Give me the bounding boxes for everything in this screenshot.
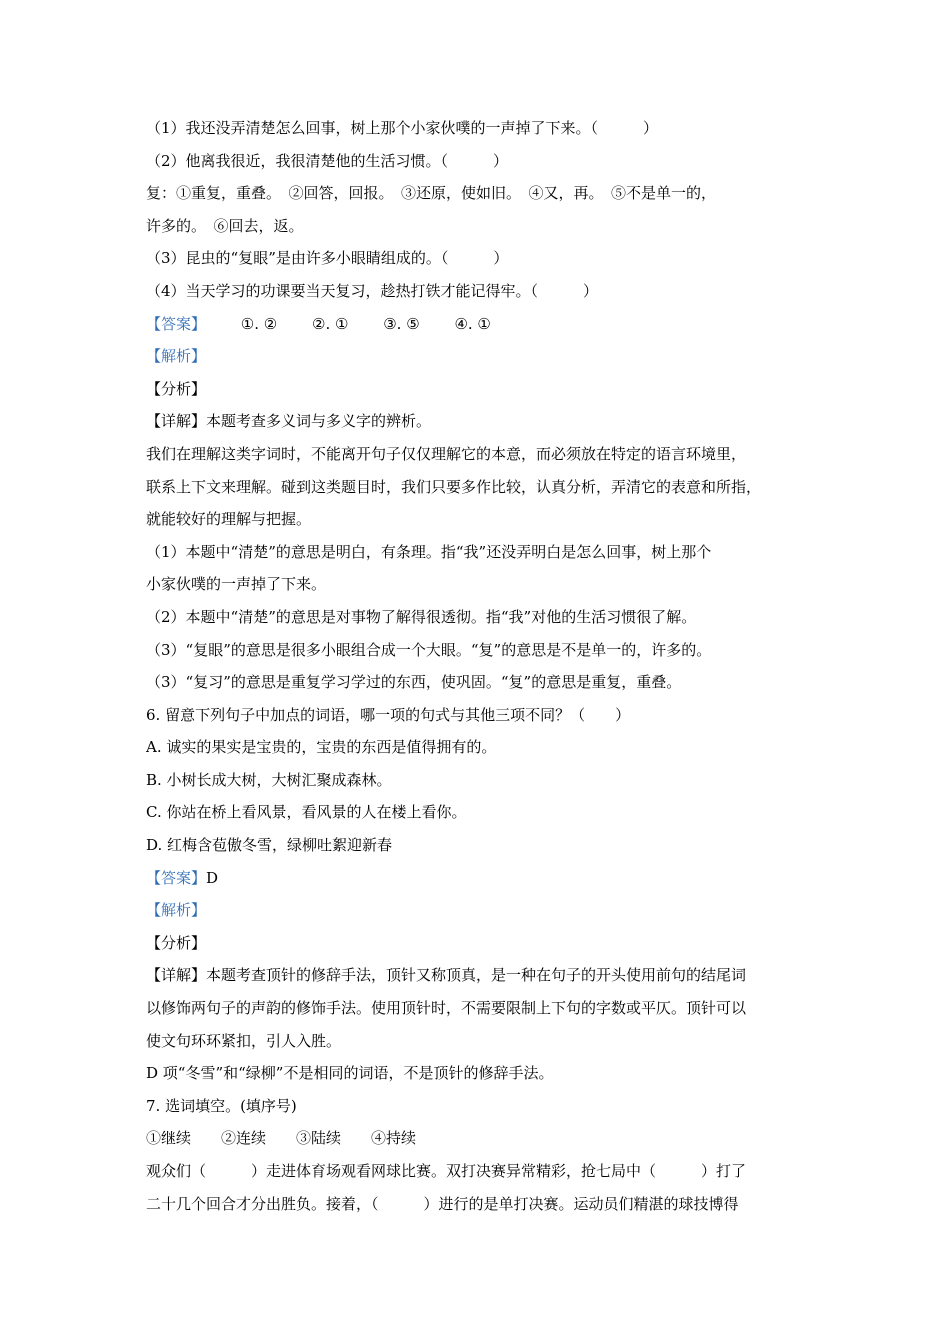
q5-explain-2: （2）本题中“清楚”的意思是对事物了解得很透彻。指“我”对他的生活习惯很了解。 xyxy=(146,607,697,626)
answer-item-1: ①. ② xyxy=(240,314,278,333)
q6-detail-line-4: D 项“冬雪”和“绿柳”不是相同的词语，不是顶针的修辞手法。 xyxy=(146,1064,554,1083)
q5-explain-1-line-1: （1）本题中“清楚”的意思是明白，有条理。指“我”还没弄明白是怎么回事，树上那个 xyxy=(146,542,712,561)
q5-explain-4: （3）“复习”的意思是重复学习学过的东西，使巩固。“复”的意思是重复，重叠。 xyxy=(146,673,682,692)
q6-option-a: A. 诚实的果实是宝贵的，宝贵的东西是值得拥有的。 xyxy=(146,738,497,757)
q5-sentence-3: （3）昆虫的“复眼”是由许多小眼睛组成的。（ ） xyxy=(146,249,509,268)
q5-detail-p1-line-3: 就能较好的理解与把握。 xyxy=(146,510,312,529)
q5-detail-lead xyxy=(146,405,808,438)
q6-detail-line-3: 使文句环环紧扣，引人入胜。 xyxy=(146,1031,342,1050)
q5-sentence-2: （2）他离我很近，我很清楚他的生活习惯。（ ） xyxy=(146,151,509,170)
detail-lead-text: 本题考查多义词与多义字的辨析。 xyxy=(206,412,432,431)
q6-detail-text-1: 本题考查顶针的修辞手法，顶针又称顶真，是一种在句子的开头使用前句的结尾词 xyxy=(206,966,747,985)
q6-option-c: C. 你站在桥上看风景，看风景的人在楼上看你。 xyxy=(146,803,467,822)
q7-stem: 7. 选词填空。(填序号) xyxy=(146,1096,297,1115)
q5-detail-p1-line-2: 联系上下文来理解。碰到这类题目时，我们只要多作比较，认真分析，弄清它的表意和所指， xyxy=(146,477,762,496)
answer-tag: 【答案】 xyxy=(146,314,207,333)
q5-explain-1-line-2: 小家伙噗的一声掉了下来。 xyxy=(146,575,327,594)
q6-detail-line-1 xyxy=(146,959,808,992)
q6-stem: 6. 留意下列句子中加点的词语，哪一项的句式与其他三项不同？（ ） xyxy=(146,705,631,724)
q7-text-line-1: 观众们（ ）走进体育场观看网球比赛。双打决赛异常精彩，抢七局中（ ）打了 xyxy=(146,1162,747,1180)
q6-detail-tag: 【详解】 xyxy=(146,966,207,985)
q6-answer-value: D xyxy=(206,868,219,887)
q6-option-d: D. 红梅含苞傲冬雪，绿柳吐絮迎新春 xyxy=(146,836,393,855)
fu-definitions-line-2: 许多的。 ⑥回去，返。 xyxy=(146,216,304,235)
q6-fenxi-tag: 【分析】 xyxy=(146,933,207,952)
q5-answer-line xyxy=(146,308,808,341)
fu-definitions-line-1: 复：①重复，重叠。 ②回答，回报。 ③还原，使如旧。 ④又，再。 ⑤不是单一的， xyxy=(146,184,717,203)
answer-item-2: ②. ① xyxy=(312,314,349,333)
detail-tag: 【详解】 xyxy=(146,412,207,431)
q5-sentence-1: （1）我还没弄清楚怎么回事，树上那个小家伙噗的一声掉了下来。（ ） xyxy=(146,119,659,137)
q5-fenxi-tag: 【分析】 xyxy=(146,379,207,398)
q6-jiexi-tag: 【解析】 xyxy=(146,901,207,920)
q6-answer-tag: 【答案】 xyxy=(146,868,207,887)
q5-explain-3: （3）“复眼”的意思是很多小眼组合成一个大眼。“复”的意思是不是单一的，许多的。 xyxy=(146,640,712,659)
q7-text-line-2: 二十几个回合才分出胜负。接着，（ ）进行的是单打决赛。运动员们精湛的球技博得 xyxy=(146,1194,739,1213)
q5-jiexi-tag: 【解析】 xyxy=(146,347,207,366)
answer-item-4: ④. ① xyxy=(454,314,491,333)
q6-answer-line xyxy=(146,862,808,895)
q6-detail-line-2: 以修饰两句子的声韵的修饰手法。使用顶针时，不需要限制上下句的字数或平仄。顶针可以 xyxy=(146,999,747,1018)
q7-choices: ①继续 ②连续 ③陆续 ④持续 xyxy=(146,1129,417,1148)
q5-detail-p1-line-1: 我们在理解这类字词时，不能离开句子仅仅理解它的本意，而必须放在特定的语言环境里， xyxy=(146,444,747,463)
q5-sentence-4: （4）当天学习的功课要当天复习，趁热打铁才能记得牢。（ ） xyxy=(146,281,599,300)
document-body xyxy=(146,112,808,1220)
answer-item-3: ③. ⑤ xyxy=(383,314,420,333)
q6-option-b: B. 小树长成大树，大树汇聚成森林。 xyxy=(146,770,392,789)
